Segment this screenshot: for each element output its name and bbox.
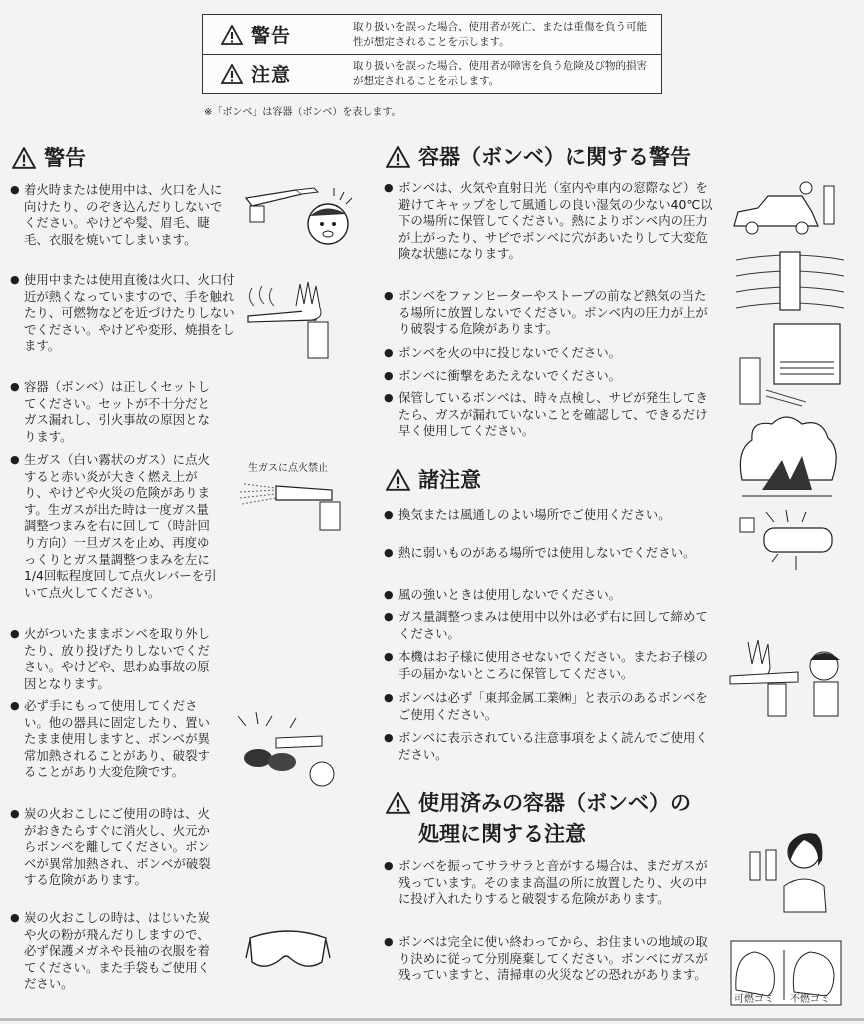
left-warning-item-1: ● 着火時または使用中は、火口を人に向けたり、のぞき込んだりしないでください。やけどや髪、眉毛、睫毛、衣服を焼いてしまいます。 [10, 182, 228, 248]
left-warning-item-4: ● 生ガス（白い霧状のガス）に点火すると赤い炎が大きく燃え上がり、やけどや火災の危険があります。生ガスが出た時は一度ガス量調整つまみを右に回して（時計回り方向）一旦ガスを止め、再度ゆっくりとガス量調整つまみを左に1/4回転程度回して点火レバーを引いて点火してください。 [10, 452, 218, 601]
woman-shaking-cylinder-illustration [744, 826, 840, 914]
legend-caution-label: 注意 [251, 64, 292, 86]
left-warning-item-5: ● 火がついたままボンベを取り外したり、放り投げたりしないでください。やけどや、思わぬ事故の原因となります。 [10, 626, 218, 692]
general-section-title-text: 諸注意 [418, 468, 481, 492]
container-warning-item-4: ● ボンベに衝撃をあたえないでください。 [384, 368, 718, 385]
page-bottom-border [0, 1018, 864, 1021]
caution-triangle-icon [386, 792, 410, 814]
car-in-sun-illustration [728, 178, 852, 240]
raw-gas-caption: 生ガスに点火禁止 [248, 463, 328, 474]
general-caution-item-2: ● 熱に弱いものがある場所では使用しないでください。 [384, 545, 718, 562]
safety-goggles-illustration [244, 918, 332, 990]
general-caution-item-6: ● ボンベは必ず「東邦金属工業㈱」と表示のあるボンベをご使用ください。 [384, 690, 718, 723]
container-section-title-text: 容器（ボンベ）に関する警告 [418, 145, 691, 169]
torch-aimed-at-face-illustration [236, 180, 354, 252]
container-warning-item-2: ● ボンベをファンヒーターやストーブの前など熱気の当たる場所に放置しないでください。ボンベ内の圧力が上がり破裂する危険があります。 [384, 288, 718, 338]
heat-lines-cylinder-illustration [734, 246, 846, 316]
warning-triangle-icon [386, 146, 410, 168]
left-warning-item-3: ● 容器（ボンベ）は正しくセットしてください。セットが不十分だとガス漏れし、引火事故の原因となります。 [10, 379, 218, 445]
raw-gas-spray-illustration [236, 470, 348, 532]
general-section-title [386, 466, 481, 494]
legend-row-warning [203, 15, 661, 55]
container-warning-item-5: ● 保管しているボンベは、時々点検し、サビが発生してきたら、ガスが漏れていないことを確認して、できるだけ早く使用してください。 [384, 390, 718, 440]
nonburnable-garbage-caption: 不燃ゴミ [790, 994, 830, 1005]
cylinder-in-fire-illustration [732, 410, 844, 502]
left-warning-item-7: ● 炭の火おこしにご使用の時は、火がおきたらすぐに消火し、火元からボンベを離してください。ボンベが異常加熱され、ボンベが破裂する危険があります。 [10, 806, 218, 889]
left-section-title [12, 144, 86, 172]
warning-triangle-icon [12, 147, 36, 169]
caution-triangle-icon [221, 64, 243, 84]
disposal-section-title-line1: 使用済みの容器（ボンベ）の [418, 791, 691, 815]
general-caution-item-5: ● 本機はお子様に使用させないでください。またお子様の手の届かないところに保管してください。 [384, 649, 718, 682]
disposal-section-title [386, 789, 691, 817]
legend-caution-description: 取り扱いを誤った場合、使用者が障害を負う危険及び物的損害が想定されることを示します。 [353, 60, 647, 87]
caution-triangle-icon [386, 469, 410, 491]
warning-triangle-icon [221, 25, 243, 45]
left-warning-item-8: ● 炭の火おこしの時は、はじいた炭や火の粉が飛んだりしますので、必ず保護メガネや長袖の衣服を着てください。また手袋もご使用ください。 [10, 910, 218, 993]
disposal-caution-item-2: ● ボンベは完全に使い終わってから、お住まいの地域の取り決めに従って分別廃棄してください。ボンベにガスが残っていますと、清掃車の火災などの恐れがあります。 [384, 934, 718, 984]
general-caution-item-1: ● 換気または風通しのよい場所でご使用ください。 [384, 507, 718, 524]
hot-nozzle-hand-illustration [242, 278, 342, 360]
child-hand-torch-illustration [728, 636, 848, 718]
left-section-title-text: 警告 [44, 146, 86, 170]
container-warning-item-3: ● ボンベを火の中に投じないでください。 [384, 345, 718, 362]
legend-warning-label: 警告 [251, 25, 292, 47]
fixed-torch-explosion-illustration [236, 708, 348, 792]
cylinder-note: ※「ボンベ」は容器（ボンベ）を表します。 [204, 107, 402, 118]
warning-legend-box [202, 14, 662, 94]
disposal-section-title-line2: 処理に関する注意 [418, 822, 586, 846]
container-warning-item-1: ● ボンベは、火気や直射日光（室内や車内の窓際など）を避けてキャップをして風通しの良い湿気の少ない40℃以下の場所に保管してください。熱によりボンベ内の圧力が上がったり、サビでボンベに穴があいたりして大変危険な状態になります。 [384, 180, 718, 263]
left-warning-item-2: ● 使用中または使用直後は火口、火口付近が熱くなっていますので、手を触れたり、可燃物などを近づけたりしないでください。やけどや変形、焼損をします。 [10, 272, 240, 355]
disposal-caution-item-1: ● ボンベを振ってサラサラと音がする場合は、まだガスが残っています。そのまま高温の所に放置したり、火の中に投げ入れたりすると破裂する危険があります。 [384, 858, 718, 908]
general-caution-item-7: ● ボンベに表示されている注意事項をよく読んでご使用ください。 [384, 730, 718, 763]
legend-warning-description: 取り扱いを誤った場合、使用者が死亡、または重傷を負う可能性が想定されることを示します。 [353, 21, 647, 48]
legend-row-caution [203, 54, 661, 93]
general-caution-item-4: ● ガス量調整つまみは使用中以外は必ず右に回して締めてください。 [384, 609, 718, 642]
fan-heater-cylinder-illustration [736, 318, 844, 408]
impact-cylinder-illustration [736, 508, 840, 574]
left-warning-item-6: ● 必ず手にもって使用してください。他の器具に固定したり、置いたまま使用しますと、ボンベが異常加熱されることがあり、破裂することがあり大変危険です。 [10, 698, 218, 781]
burnable-garbage-caption: 可燃ゴミ [734, 994, 774, 1005]
container-section-title [386, 143, 691, 171]
general-caution-item-3: ● 風の強いときは使用しないでください。 [384, 587, 718, 604]
